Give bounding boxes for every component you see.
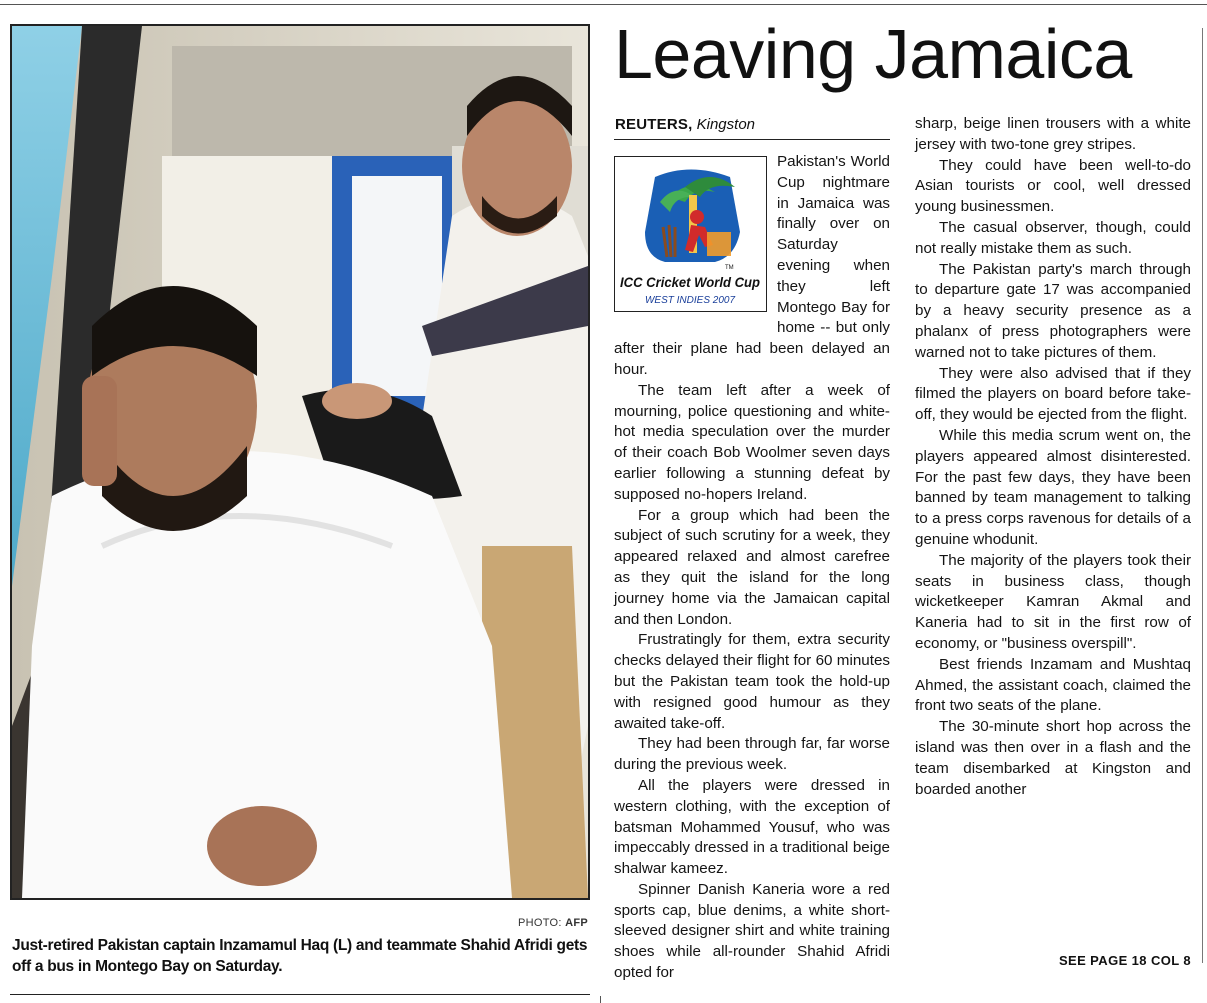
article-paragraph: All the players were dressed in western clothing, with the exception of batsman Mohammed Yousuf, who was impeccably dressed in a traditional beige shalwar kameez. [614, 776, 890, 878]
photo-caption: Just-retired Pakistan captain Inzamamul Haq (L) and teammate Shahid Afridi gets off a bus in Montego Bay on Saturday. [12, 937, 588, 975]
article-column-2 [915, 114, 1191, 800]
logo-subtitle: WEST INDIES 2007 [644, 295, 736, 306]
caption-bottom-rule [10, 994, 590, 995]
logo-tm: TM [725, 265, 734, 271]
logo-title: ICC Cricket World Cup [620, 274, 761, 290]
article-paragraph: They had been through far, far worse during the previous week. [614, 735, 890, 774]
news-photo [10, 24, 590, 900]
photo-credit [420, 917, 588, 929]
article-paragraph: They could have been well-to-do Asian tourists or cool, well dressed young businessmen. [915, 156, 1191, 216]
article-paragraph: Pakistan's World Cup nightmare in Jamaica was finally over on Saturday evening when they left Montego Bay for home -- but only after their plane had been delayed an hour. [614, 153, 890, 378]
photo-credit-source: AFP [565, 917, 588, 929]
article-paragraph: For a group which had been the subject of such scrutiny for a week, they appeared relaxed and almost carefree as they quit the island for the long journey home via the Jamaican capital and then London. [614, 506, 890, 628]
continuation-jump[interactable]: SEE PAGE 18 COL 8 [1058, 953, 1191, 968]
article-paragraph: The majority of the players took their seats in business class, though wicketkeeper Kamran Akmal and Kaneria had to sit in the first row of economy, or "business overspill". [915, 551, 1191, 652]
bottom-tick [600, 996, 601, 1003]
article-paragraph: sharp, beige linen trousers with a white jersey with two-tone grey stripes. [915, 115, 1191, 153]
logo-float-gap [614, 152, 777, 338]
article-paragraph: The 30-minute short hop across the island was then over in a flash and the team disembarked at Kingston and boarded another [915, 718, 1191, 798]
article-paragraph: They were also advised that if they filmed the players on board before take-off, they would be ejected from the flight. [915, 364, 1191, 424]
article-paragraph: The Pakistan party's march through to departure gate 17 was accompanied by a heavy security presence as a phalanx of press photographers were warned not to take pictures of them. [915, 260, 1191, 361]
byline-location: Kingston [696, 116, 755, 133]
article-paragraph: The team left after a week of mourning, police questioning and white-hot media speculation over the murder of their coach Bob Woolmer seven days earlier following a stunning defeat by supposed no-hopers Ireland. [614, 381, 890, 503]
photo-credit-label: PHOTO: [517, 917, 562, 929]
byline-rule [614, 139, 890, 140]
article-paragraph: The casual observer, though, could not really mistake them as such. [915, 218, 1191, 257]
byline-agency: REUTERS, [615, 116, 693, 133]
article-column-1 [614, 152, 890, 984]
article-paragraph: While this media scrum went on, the players appeared almost disinterested. For the past few days, they have been banned by team management to talking to a press corps ravenous for details of a genuine whodunit. [915, 426, 1191, 548]
right-column-rule [1202, 28, 1203, 963]
article-paragraph: Spinner Danish Kaneria wore a red sports cap, blue denims, a white short-sleeved designer shirt and white training shoes while all-rounder Shahid Afridi opted for [614, 880, 890, 982]
headline: Leaving Jamaica [614, 15, 1132, 93]
top-rule [0, 4, 1207, 5]
article-paragraph: Best friends Inzamam and Mushtaq Ahmed, the assistant coach, claimed the front two seats of the plane. [915, 655, 1191, 715]
article-paragraph: Frustratingly for them, extra security checks delayed their flight for 60 minutes but the Pakistan team took the hold-up with resigned good humour as they awaited take-off. [614, 631, 890, 732]
byline [615, 115, 755, 135]
